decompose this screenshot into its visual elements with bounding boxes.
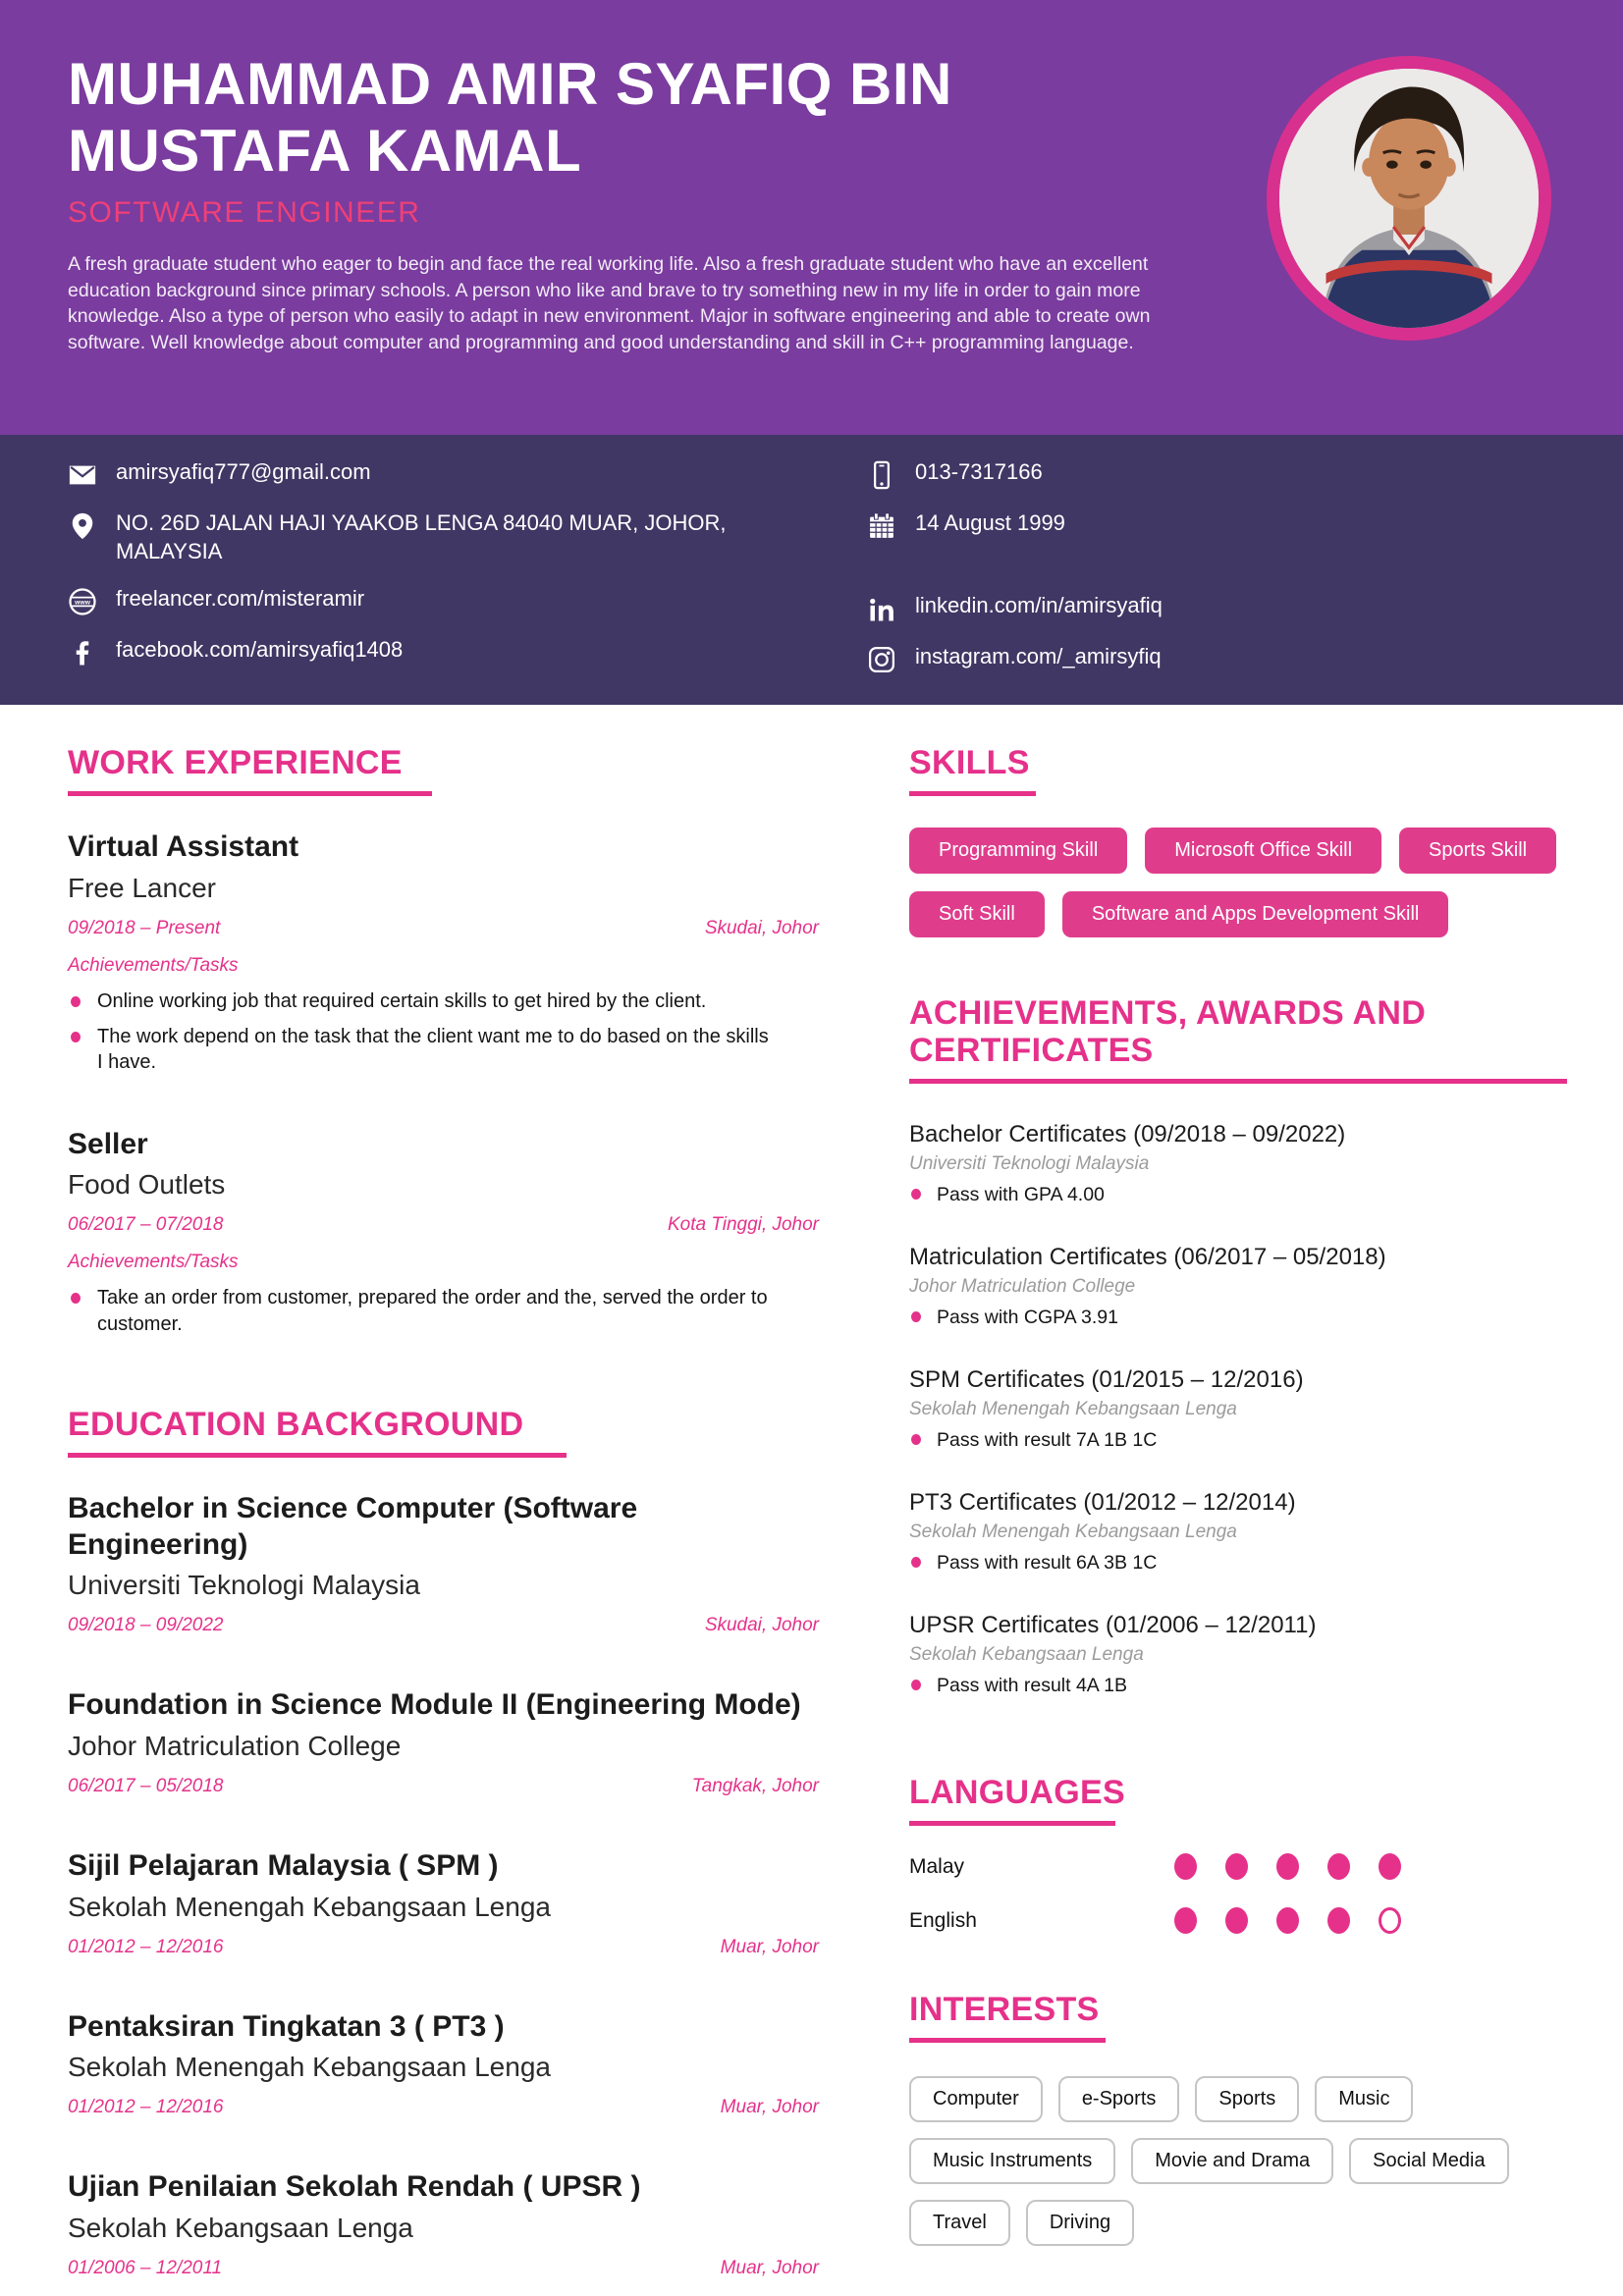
person-job-title: SOFTWARE ENGINEER bbox=[68, 195, 421, 229]
education-school: Sekolah Kebangsaan Lenga bbox=[68, 2212, 413, 2243]
section-education bbox=[68, 1406, 819, 2279]
interest-chip: Movie and Drama bbox=[1131, 2138, 1333, 2184]
languages-heading: LANGUAGES bbox=[909, 1774, 1125, 1812]
contact-facebook bbox=[68, 636, 867, 667]
linkedin-icon bbox=[867, 592, 915, 623]
section-achievements bbox=[909, 994, 1567, 1697]
language-level-dots bbox=[1174, 1907, 1401, 1934]
interest-chip: Music Instruments bbox=[909, 2138, 1115, 2184]
certificate-institution: Johor Matriculation College bbox=[909, 1276, 1136, 1298]
education-school: Sekolah Menengah Kebangsaan Lenga bbox=[68, 1891, 551, 1922]
section-skills bbox=[909, 744, 1567, 937]
job-title: Virtual Assistant bbox=[68, 830, 299, 864]
achievements-heading-rule bbox=[909, 1079, 1567, 1084]
education-location: Skudai, Johor bbox=[704, 1615, 819, 1636]
skill-chip: Software and Apps Development Skill bbox=[1062, 891, 1449, 937]
contact-birthdate bbox=[867, 509, 1163, 541]
certificate-entry bbox=[909, 1612, 1567, 1697]
task-item: Online working job that required certain skills to get hired by the client. bbox=[68, 988, 775, 1014]
section-languages bbox=[909, 1774, 1567, 1934]
profile-summary: A fresh graduate student who eager to begin and face the real working life. Also a fresh graduate student who have an excellent education background since primary schools. A person who like and brave to try something new in my life in order to gain more knowledge. Also a type of person who easily to adapt in new environment. Major in software engineering and able to create own software. Well knowledge about computer and programming and good understanding and skill in C++ programming language. bbox=[68, 252, 1151, 354]
job-entry bbox=[68, 1127, 819, 1337]
language-level-dots bbox=[1174, 1853, 1401, 1880]
person-name: MUHAMMAD AMIR SYAFIQ BIN MUSTAFA KAMAL bbox=[68, 51, 952, 184]
section-interests bbox=[909, 1991, 1567, 2246]
education-heading: EDUCATION BACKGROUND bbox=[68, 1406, 524, 1444]
interests-heading-rule bbox=[909, 2038, 1106, 2043]
website-icon bbox=[68, 585, 116, 616]
education-school: Universiti Teknologi Malaysia bbox=[68, 1570, 420, 1601]
education-title: Foundation in Science Module II (Engineering Mode) bbox=[68, 1688, 801, 1722]
job-location: Kota Tinggi, Johor bbox=[667, 1214, 819, 1236]
certificate-result: Pass with GPA 4.00 bbox=[909, 1184, 1567, 1206]
certificate-result: Pass with result 6A 3B 1C bbox=[909, 1552, 1567, 1575]
skill-chip: Microsoft Office Skill bbox=[1145, 828, 1381, 874]
instagram-icon bbox=[867, 643, 915, 674]
contact-instagram bbox=[867, 643, 1163, 674]
task-item: Take an order from customer, prepared the order and the, served the order to customer. bbox=[68, 1285, 775, 1337]
language-name: English bbox=[909, 1908, 977, 1932]
interests-heading: INTERESTS bbox=[909, 1991, 1100, 2029]
work-heading: WORK EXPERIENCE bbox=[68, 744, 403, 781]
contact-email bbox=[68, 458, 867, 490]
contact-bar bbox=[0, 435, 1623, 705]
job-period: 06/2017 – 07/2018 bbox=[68, 1214, 224, 1236]
languages-heading-rule bbox=[909, 1821, 1115, 1826]
level-dot-filled bbox=[1327, 1907, 1350, 1934]
level-dot-filled bbox=[1225, 1853, 1248, 1880]
education-list bbox=[68, 1491, 819, 2279]
education-period: 09/2018 – 09/2022 bbox=[68, 1615, 224, 1636]
job-title: Seller bbox=[68, 1127, 148, 1160]
certificate-title: SPM Certificates (01/2015 – 12/2016) bbox=[909, 1366, 1304, 1394]
level-dot-filled bbox=[1174, 1853, 1197, 1880]
education-school: Sekolah Menengah Kebangsaan Lenga bbox=[68, 2052, 551, 2083]
job-tasks-label: Achievements/Tasks bbox=[68, 1252, 239, 1273]
skills-chip-list bbox=[909, 828, 1567, 937]
contact-instagram-value: instagram.com/_amirsyfiq bbox=[915, 644, 1162, 668]
job-tasks-list bbox=[68, 1285, 819, 1337]
level-dot-filled bbox=[1379, 1853, 1401, 1880]
certificate-result: Pass with result 4A 1B bbox=[909, 1675, 1567, 1697]
certificates-list bbox=[909, 1121, 1567, 1697]
certificate-entry bbox=[909, 1489, 1567, 1575]
job-location: Skudai, Johor bbox=[704, 917, 819, 938]
certificate-institution: Sekolah Menengah Kebangsaan Lenga bbox=[909, 1522, 1237, 1543]
education-entry bbox=[68, 1491, 819, 1636]
svg-text:www: www bbox=[75, 599, 90, 607]
contact-right-column bbox=[867, 458, 1163, 705]
contact-website bbox=[68, 585, 867, 616]
skill-chip: Soft Skill bbox=[909, 891, 1045, 937]
level-dot-empty bbox=[1379, 1907, 1401, 1934]
certificate-result: Pass with CGPA 3.91 bbox=[909, 1307, 1567, 1329]
contact-website-value: freelancer.com/misteramir bbox=[116, 586, 365, 612]
job-company: Free Lancer bbox=[68, 872, 216, 903]
certificate-entry bbox=[909, 1366, 1567, 1452]
education-school: Johor Matriculation College bbox=[68, 1731, 402, 1762]
skill-chip: Sports Skill bbox=[1399, 828, 1556, 874]
profile-photo bbox=[1279, 69, 1539, 328]
phone-icon bbox=[867, 458, 915, 490]
email-icon bbox=[68, 458, 116, 490]
education-period: 01/2012 – 12/2016 bbox=[68, 2097, 224, 2118]
interest-chip: Social Media bbox=[1349, 2138, 1509, 2184]
certificate-title: PT3 Certificates (01/2012 – 12/2014) bbox=[909, 1489, 1296, 1517]
education-period: 01/2006 – 12/2011 bbox=[68, 2257, 223, 2278]
education-period: 01/2012 – 12/2016 bbox=[68, 1936, 224, 1957]
job-period: 09/2018 – Present bbox=[68, 917, 221, 938]
interest-chip: Music bbox=[1315, 2076, 1413, 2122]
location-icon bbox=[68, 509, 116, 541]
interest-chip: Driving bbox=[1026, 2200, 1134, 2246]
interests-chip-list bbox=[909, 2076, 1567, 2246]
certificate-institution: Sekolah Kebangsaan Lenga bbox=[909, 1644, 1144, 1666]
job-entry bbox=[68, 829, 819, 1076]
body bbox=[0, 744, 1623, 2279]
certificate-title: Bachelor Certificates (09/2018 – 09/2022) bbox=[909, 1121, 1346, 1148]
facebook-icon bbox=[68, 636, 116, 667]
education-location: Muar, Johor bbox=[720, 1936, 819, 1957]
education-title: Ujian Penilaian Sekolah Rendah ( UPSR ) bbox=[68, 2170, 641, 2204]
profile-photo-ring bbox=[1267, 56, 1551, 341]
certificate-institution: Sekolah Menengah Kebangsaan Lenga bbox=[909, 1399, 1237, 1420]
education-location: Tangkak, Johor bbox=[691, 1776, 819, 1797]
education-period: 06/2017 – 05/2018 bbox=[68, 1776, 224, 1797]
job-tasks-label: Achievements/Tasks bbox=[68, 954, 239, 976]
interest-chip: Travel bbox=[909, 2200, 1010, 2246]
level-dot-filled bbox=[1225, 1907, 1248, 1934]
interest-chip: Computer bbox=[909, 2076, 1043, 2122]
education-title: Pentaksiran Tingkatan 3 ( PT3 ) bbox=[68, 2009, 505, 2043]
education-entry bbox=[68, 1848, 819, 1958]
contact-birthdate-value: 14 August 1999 bbox=[915, 510, 1065, 535]
skills-heading: SKILLS bbox=[909, 744, 1030, 781]
certificate-title: Matriculation Certificates (06/2017 – 05/2018) bbox=[909, 1244, 1386, 1271]
certificate-institution: Universiti Teknologi Malaysia bbox=[909, 1153, 1150, 1175]
language-row bbox=[909, 1907, 1567, 1934]
education-title: Bachelor in Science Computer (Software Engineering) bbox=[68, 1492, 638, 1561]
level-dot-filled bbox=[1276, 1907, 1299, 1934]
education-entry bbox=[68, 1687, 819, 1797]
level-dot-filled bbox=[1276, 1853, 1299, 1880]
header bbox=[0, 0, 1623, 435]
person-portrait-illustration bbox=[1279, 69, 1539, 328]
interest-chip: e-Sports bbox=[1058, 2076, 1180, 2122]
education-entry bbox=[68, 2009, 819, 2119]
task-item: The work depend on the task that the client want me to do based on the skills I have. bbox=[68, 1024, 775, 1076]
certificate-result: Pass with result 7A 1B 1C bbox=[909, 1429, 1567, 1452]
contact-address bbox=[68, 509, 867, 565]
level-dot-filled bbox=[1174, 1907, 1197, 1934]
education-entry bbox=[68, 2169, 819, 2279]
education-location: Muar, Johor bbox=[720, 2097, 819, 2118]
contact-linkedin bbox=[867, 592, 1163, 623]
education-heading-rule bbox=[68, 1453, 567, 1458]
contact-phone bbox=[867, 458, 1163, 490]
skill-chip: Programming Skill bbox=[909, 828, 1127, 874]
interest-chip: Sports bbox=[1195, 2076, 1299, 2122]
certificate-title: UPSR Certificates (01/2006 – 12/2011) bbox=[909, 1612, 1317, 1639]
calendar-icon bbox=[867, 509, 915, 541]
section-work-experience bbox=[68, 744, 819, 1337]
contact-address-value: NO. 26D JALAN HAJI YAAKOB LENGA 84040 MUAR, JOHOR, MALAYSIA bbox=[116, 510, 727, 563]
language-row bbox=[909, 1853, 1567, 1880]
achievements-heading: ACHIEVEMENTS, AWARDS AND CERTIFICATES bbox=[909, 994, 1427, 1070]
job-tasks-list bbox=[68, 988, 819, 1076]
contact-email-value: amirsyafiq777@gmail.com bbox=[116, 459, 371, 484]
contact-facebook-value: facebook.com/amirsyafiq1408 bbox=[116, 637, 404, 663]
work-heading-rule bbox=[68, 791, 432, 796]
right-column bbox=[909, 744, 1567, 2279]
language-name: Malay bbox=[909, 1854, 965, 1878]
contact-phone-value: 013-7317166 bbox=[915, 459, 1043, 484]
job-company: Food Outlets bbox=[68, 1169, 226, 1201]
contact-linkedin-value: linkedin.com/in/amirsyafiq bbox=[915, 593, 1163, 617]
skills-heading-rule bbox=[909, 791, 1036, 796]
education-location: Muar, Johor bbox=[720, 2257, 819, 2278]
left-column bbox=[68, 744, 819, 2279]
education-title: Sijil Pelajaran Malaysia ( SPM ) bbox=[68, 1849, 499, 1883]
certificate-entry bbox=[909, 1244, 1567, 1329]
level-dot-filled bbox=[1327, 1853, 1350, 1880]
certificate-entry bbox=[909, 1121, 1567, 1206]
contact-left-column bbox=[68, 458, 867, 705]
